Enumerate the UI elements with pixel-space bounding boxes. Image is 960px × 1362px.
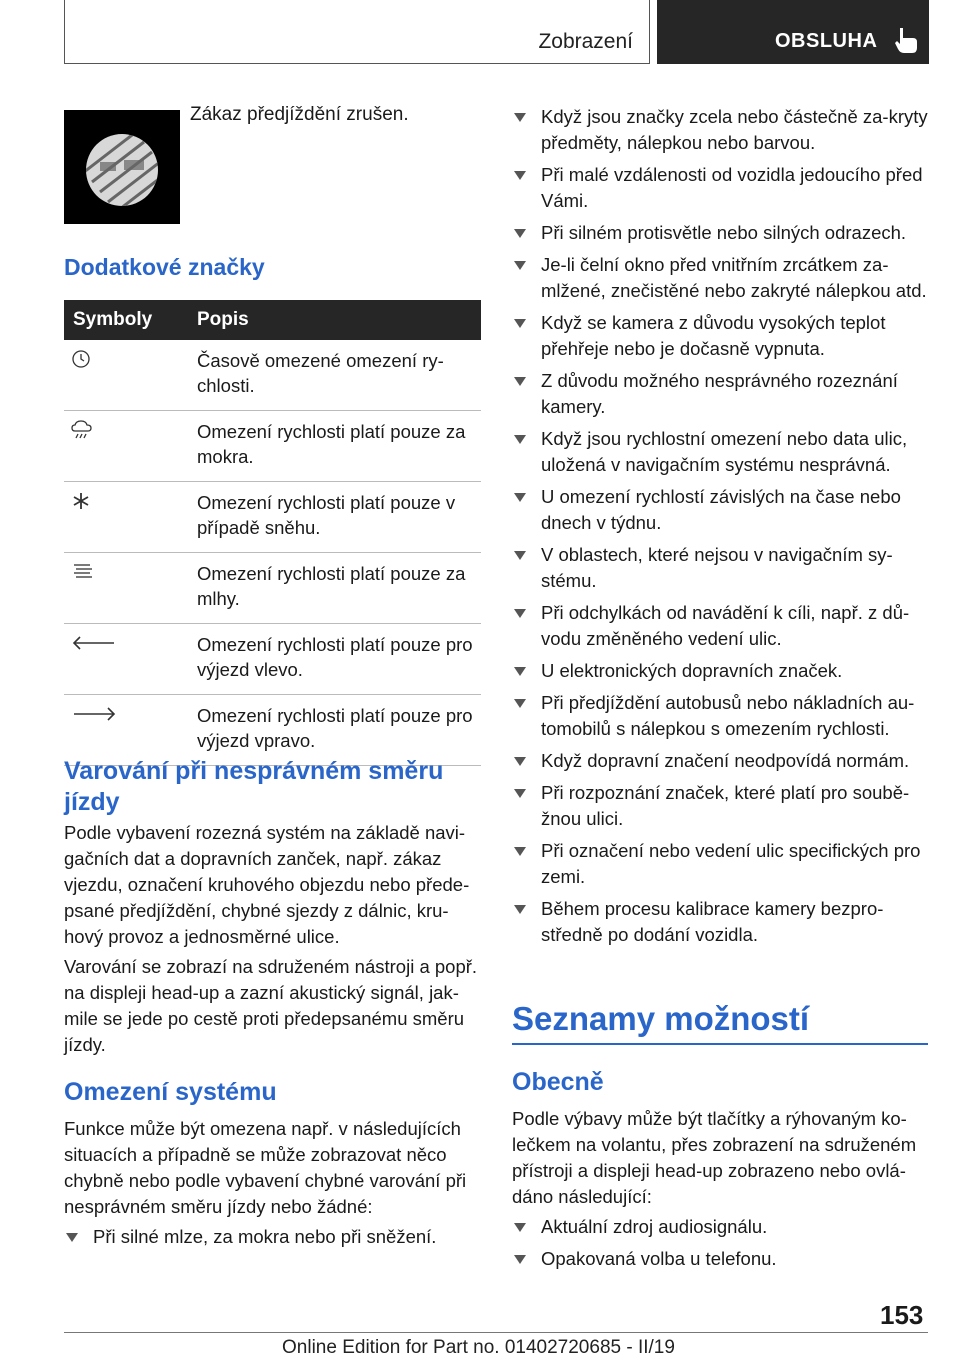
list-item: Aktuální zdroj audiosignálu. [512,1214,928,1240]
triangle-bullet-icon [514,171,526,180]
triangle-bullet-icon [514,113,526,122]
chapter-title: OBSLUHA [775,30,878,52]
no-overtaking-end-sign [64,110,180,224]
list-item: Opakovaná volba u telefonu. [512,1246,928,1272]
wrong-way-paragraph-1: Podle vybavení rozezná systém na základě navi-gačních dat a dopravních zanček, např. zákaz vjezdu, označení kruhového objezdu nebo přede-psané předjíždění, chybné sjezdy z dálnic, kru-hový provoz a jednosměrné ulice. [64,822,470,947]
row-desc: Omezení rychlosti platí pouze za mlhy. [192,553,481,624]
limits-bullet-list-continued [512,104,928,954]
pointing-hand-icon [893,26,919,54]
section-title: Zobrazení [538,30,633,53]
fog-icon [70,561,96,583]
triangle-bullet-icon [514,699,526,708]
list-item: Když se kamera z důvodu vysokých teplot přehřeje nebo je dočasně vypnuta. [512,310,928,362]
table-row [64,340,481,411]
footer-edition: Online Edition for Part no. 01402720685 - II/19 [282,1337,675,1358]
sign-image [64,110,180,224]
chapter-tab [657,0,929,64]
general-bullet-list [512,1214,928,1278]
heading-rule [512,1043,928,1045]
list-item: Je-li čelní okno před vnitřním zrcátkem za-mlžené, znečistěné nebo zakryté nálepkou atd. [512,252,928,304]
list-item: Během procesu kalibrace kamery bezpro-středně po dodání vozidla. [512,896,928,948]
table-row [64,411,481,482]
snowflake-icon [70,490,92,512]
limits-bullet-list [64,1224,481,1250]
triangle-bullet-icon [514,551,526,560]
section-tab [64,0,650,64]
triangle-bullet-icon [514,609,526,618]
table-row [64,482,481,553]
col-desc-header: Popis [192,300,481,340]
rain-cloud-icon [70,419,94,441]
triangle-bullet-icon [66,1233,78,1242]
list-item: U omezení rychlostí závislých na čase nebo dnech v týdnu. [512,484,928,536]
triangle-bullet-icon [514,905,526,914]
general-paragraph: Podle výbavy může být tlačítky a rýhovaným ko-lečkem na volantu, přes zobrazení na sdruženém přístroji a displeji head-up zobrazeno nebo ovlá-dáno následující: [512,1108,917,1207]
list-item: Když jsou rychlostní omezení nebo data ulic, uložená v navigačním systému nesprávná. [512,426,928,478]
arrow-left-icon [70,632,118,654]
row-desc: Časově omezené omezení ry-chlosti. [192,340,481,411]
triangle-bullet-icon [514,435,526,444]
row-desc: Omezení rychlosti platí pouze pro výjezd vpravo. [192,695,481,766]
list-item: Při označení nebo vedení ulic specifických pro zemi. [512,838,928,890]
triangle-bullet-icon [514,493,526,502]
sign-caption: Zákaz předjíždění zrušen. [190,104,409,125]
row-desc: Omezení rychlosti platí pouze v případě sněhu. [192,482,481,553]
col-symbol-header: Symboly [64,300,192,340]
table-row [64,624,481,695]
triangle-bullet-icon [514,319,526,328]
list-item: Když jsou značky zcela nebo částečně za-kryty předměty, nálepkou nebo barvou. [512,104,928,156]
table-row [64,553,481,624]
triangle-bullet-icon [514,229,526,238]
clock-icon [70,348,92,370]
page-number: 153 [880,1300,924,1330]
triangle-bullet-icon [514,757,526,766]
list-item: Z důvodu možného nesprávného rozeznání kamery. [512,368,928,420]
list-item: Při předjíždění autobusů nebo nákladních au-tomobilů s nálepkou s omezením rychlosti. [512,690,928,742]
list-item: Při malé vzdálenosti od vozidla jedoucího před Vámi. [512,162,928,214]
limits-paragraph: Funkce může být omezena např. v následujících situacích a případně se může zobrazovat něco chybně nebo podle vybavení chybné varování při nesprávném směru jízdy nebo žádné: [64,1118,467,1217]
options-lists-heading: Seznamy možností [512,1000,810,1037]
list-item: Při odchylkách od navádění k cíli, např. z dů-vodu změněného vedení ulic. [512,600,928,652]
triangle-bullet-icon [514,377,526,386]
row-desc: Omezení rychlosti platí pouze za mokra. [192,411,481,482]
limits-heading: Omezení systému [64,1078,277,1106]
list-item: Když dopravní značení neodpovídá normám. [512,748,928,774]
table-row [64,695,481,766]
wrong-way-heading: Varování při nesprávném směru jízdy [64,757,444,816]
triangle-bullet-icon [514,1255,526,1264]
wrong-way-paragraph-2: Varování se zobrazí na sdruženém nástroji a popř. na displeji head-up a zazní akustický signál, jak-mile se jede po cestě proti předepsanému směru jízdy. [64,956,478,1055]
triangle-bullet-icon [514,667,526,676]
list-item: U elektronických dopravních značek. [512,658,928,684]
list-item: Při silném protisvětle nebo silných odrazech. [512,220,928,246]
general-heading: Obecně [512,1068,604,1096]
list-item: Při rozpoznání značek, které platí pro soubě-žnou ulici. [512,780,928,832]
symbols-table [64,300,481,766]
list-item: V oblastech, které nejsou v navigačním sy-stému. [512,542,928,594]
list-item: Při silné mlze, za mokra nebo při sněžení. [64,1224,481,1250]
row-desc: Omezení rychlosti platí pouze pro výjezd vlevo. [192,624,481,695]
triangle-bullet-icon [514,847,526,856]
footer-rule [64,1332,928,1333]
arrow-right-icon [70,703,118,725]
triangle-bullet-icon [514,261,526,270]
triangle-bullet-icon [514,789,526,798]
triangle-bullet-icon [514,1223,526,1232]
table-header-row [64,300,481,340]
additional-signs-heading: Dodatkové značky [64,254,265,280]
